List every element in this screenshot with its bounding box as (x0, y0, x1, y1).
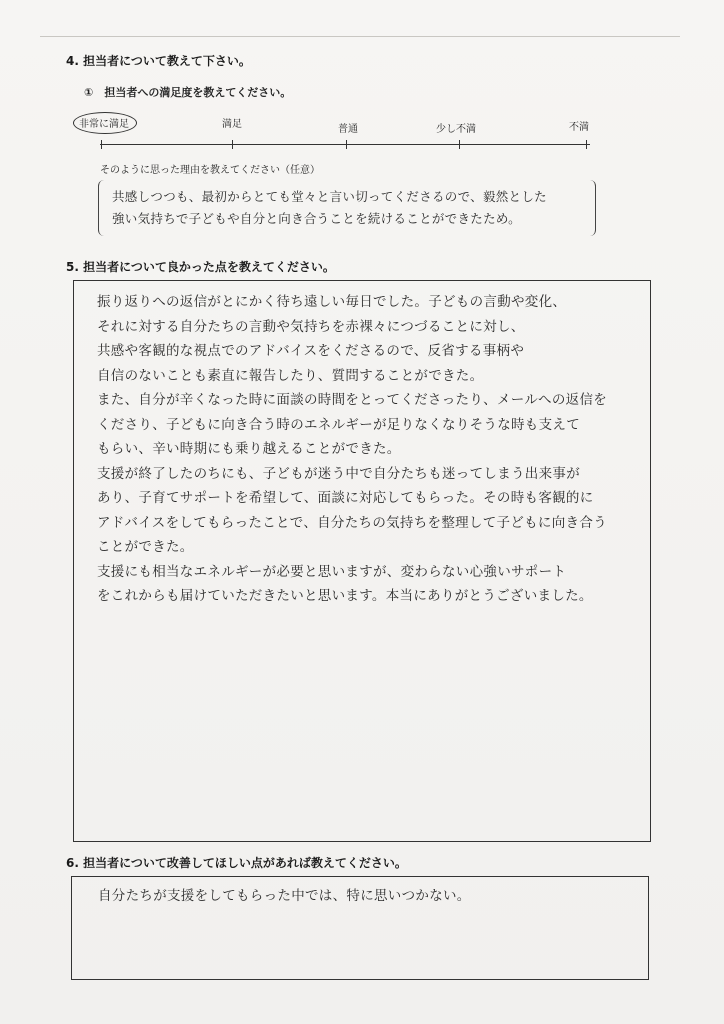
scale-label-very-satisfied[interactable]: 非常に満足 (79, 119, 129, 130)
section-4-title: 4. 担当者について教えて下さい。 (66, 54, 251, 68)
satisfaction-scale-line (100, 144, 590, 145)
scale-label-dissatisfied[interactable]: 不満 (569, 122, 589, 133)
scale-tick-5 (586, 140, 587, 149)
scale-tick-2 (232, 140, 233, 149)
reason-prompt: そのように思った理由を教えてください（任意） (100, 165, 320, 176)
scale-label-slightly-dissatisfied[interactable]: 少し不満 (436, 124, 476, 135)
section-6-answer-text: 自分たちが支援をしてもらった中では、特に思いつかない。 (98, 888, 471, 904)
scale-label-neutral[interactable]: 普通 (338, 124, 358, 135)
section-4-sub1: ① 担当者への満足度を教えてください。 (84, 86, 292, 99)
top-divider (40, 36, 680, 37)
scale-tick-1 (101, 140, 102, 149)
section-6-title: 6. 担当者について改善してほしい点があれば教えてください。 (66, 856, 407, 870)
scale-label-satisfied[interactable]: 満足 (222, 119, 242, 130)
scale-tick-3 (346, 140, 347, 149)
scale-tick-4 (459, 140, 460, 149)
reason-answer-text: 共感しつつも、最初からとても堂々と言い切ってくださるので、毅然とした 強い気持ちで子どもや自分と向き合うことを続けることができたため。 (112, 189, 547, 226)
section-5-answer-text: 振り返りへの返信がとにかく待ち遠しい毎日でした。子どもの言動や変化、 それに対する自分たちの言動や気持ちを赤裸々につづることに対し、 共感や客観的な視点でのアドバイスをくださるので、反省する事柄や 自信のないことも素直に報告したり、質問することができた。 また、自分が辛くなった時に面談の時間をとってくださったり、メールへの返信を くださり、子どもに向き合う時のエネルギーが足りなくなりそうな時も支えて もらい、辛い時期にも乗り越えることができた。 支援が終了したのちにも、子どもが迷う中で自分たちも迷ってしまう出来事が あり、子育てサポートを希望して、面談に対応してもらった。その時も客観的に アドバイスをしてもらったことで、自分たちの気持ちを整理して子どもに向き合う ことができた。 支援にも相当なエネルギーが必要と思いますが、変わらない心強いサポート をこれからも届けていただきたいと思います。本当にありがとうございました。 (97, 294, 608, 604)
section-5-title: 5. 担当者について良かった点を教えてください。 (66, 260, 335, 274)
